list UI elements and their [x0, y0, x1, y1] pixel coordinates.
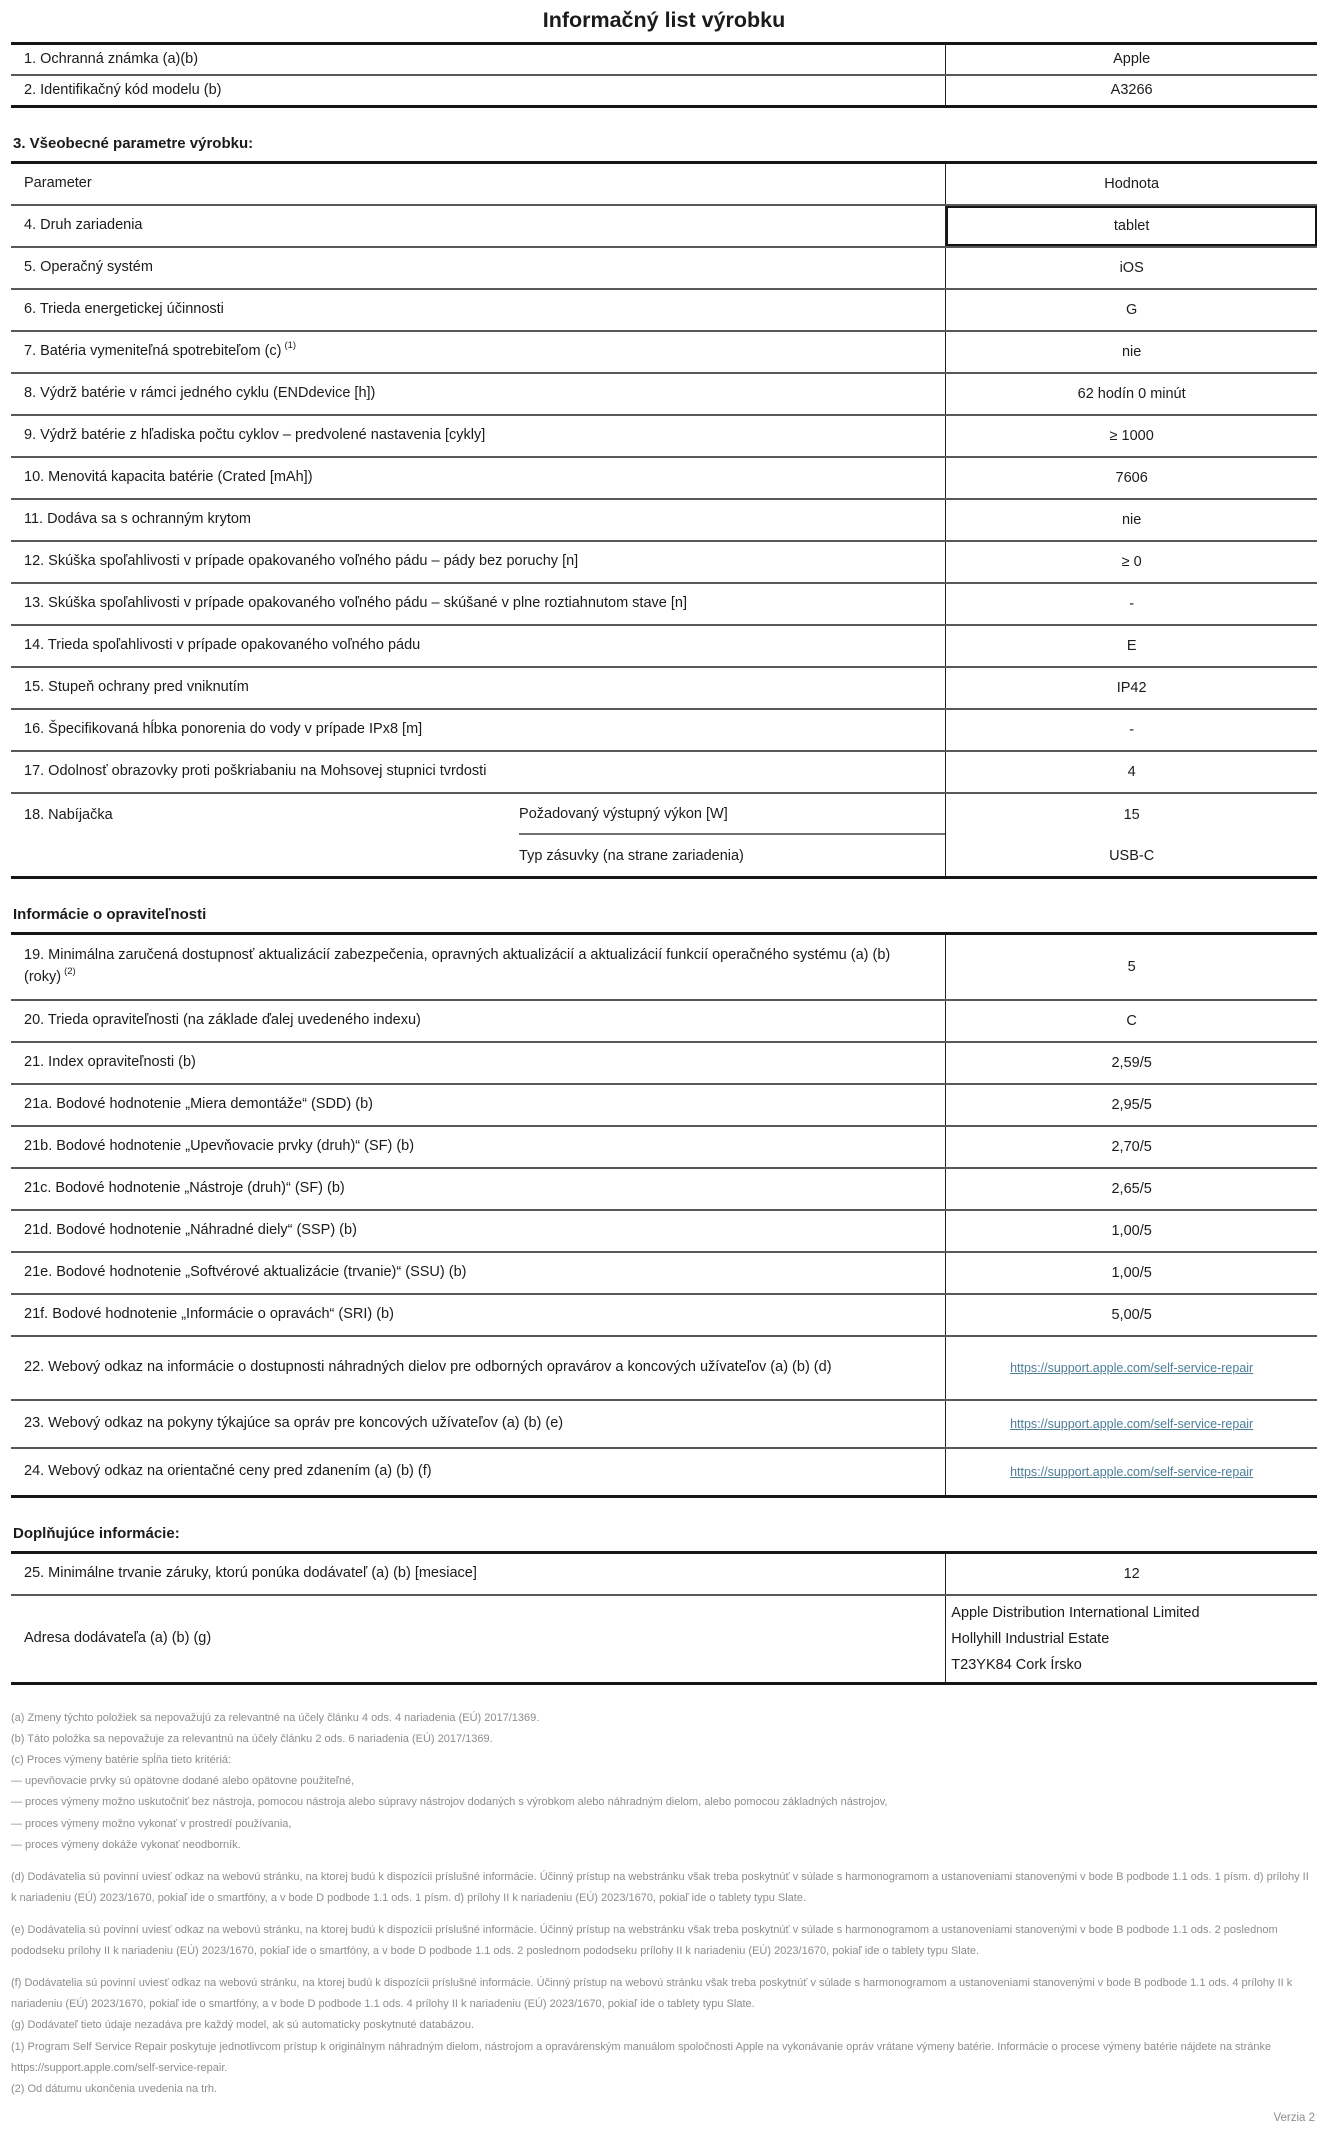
supplier-address	[945, 1596, 1317, 1682]
table-row	[11, 1167, 1317, 1209]
row-label: 9. Výdrž batérie z hľadiska počtu cyklov – predvolené nastavenia [cykly]	[24, 427, 486, 444]
row-label: 22. Webový odkaz na informácie o dostupnosti náhradných dielov pre odborných opravárov a koncových užívateľov (a) (b) (d)	[24, 1359, 832, 1376]
row-value: 5,00/5	[945, 1295, 1317, 1335]
row-label: 2. Identifikačný kód modelu (b)	[24, 81, 222, 98]
address-line: Apple Distribution International Limited	[951, 1605, 1200, 1622]
row-label: 5. Operačný systém	[24, 259, 153, 276]
footnote-c-item: — proces výmeny dokáže vykonať neodborník.	[11, 1838, 241, 1851]
row-value: 2,59/5	[945, 1043, 1317, 1083]
self-service-repair-link[interactable]: https://support.apple.com/self-service-repair	[1010, 1360, 1254, 1375]
row-label: 25. Minimálne trvanie záruky, ktorú ponúka dodávateľ (a) (b) [mesiace]	[24, 1565, 477, 1582]
footnote-2: (2) Od dátumu ukončenia uvedenia na trh.	[11, 2082, 218, 2095]
row-value-boxed: tablet	[945, 206, 1317, 246]
row-value: nie	[945, 332, 1317, 372]
footnote-c-item: — upevňovacie prvky sú opätovne dodané alebo opätovne použiteľné,	[11, 1775, 355, 1788]
row-label: 21c. Bodové hodnotenie „Nástroje (druh)“ (SF) (b)	[24, 1180, 345, 1197]
row-label: 18. Nabíjačka	[24, 806, 113, 823]
table-header-row	[11, 164, 1317, 204]
row-label: 23. Webový odkaz na pokyny týkajúce sa opráv pre koncových užívateľov (a) (b) (e)	[24, 1415, 564, 1432]
footnote-e: (e) Dodávatelia sú povinní uviesť odkaz na webovú stránku, na ktorej budú k dispozícii príslušné informácie. Účinný prístup na webstránku však treba poskytnúť v súlade s harmonogramom a ustanoveniami stanovenými v bode B podbode 1.1 ods. 2 poslednom pododseku prílohy II k nariadeniu (EÚ) 2023/1670, pokiaľ ide o smartfóny, a v bode D podbode 1.1 ods. 2 poslednom pododseku prílohy II k nariadeniu (EÚ) 2023/1670, pokiaľ ide o tablety typu Slate.	[11, 1924, 1278, 1958]
row-label: 4. Druh zariadenia	[24, 217, 143, 234]
row-label: 1. Ochranná známka (a)(b)	[24, 50, 199, 67]
row-value: Apple	[945, 45, 1317, 74]
self-service-repair-link[interactable]: https://support.apple.com/self-service-repair	[1010, 1464, 1254, 1479]
sub-row-value: 15	[1123, 806, 1140, 823]
row-label: 6. Trieda energetickej účinnosti	[24, 301, 224, 318]
row-label: 17. Odolnosť obrazovky proti poškriabaniu na Mohsovej stupnici tvrdosti	[24, 763, 487, 780]
table-row	[11, 708, 1317, 750]
charger-sub-values	[945, 794, 1317, 876]
table-row	[11, 1041, 1317, 1083]
table-row	[11, 1399, 1317, 1447]
row-value: 5	[945, 935, 1317, 999]
row-value: -	[945, 584, 1317, 624]
footnote-c-item: — proces výmeny možno vykonať v prostredí používania,	[11, 1817, 292, 1830]
row-label: 21f. Bodové hodnotenie „Informácie o opravách“ (SRI) (b)	[24, 1306, 394, 1323]
row-label: 14. Trieda spoľahlivosti v prípade opakovaného voľného pádu	[24, 637, 421, 654]
column-header-value: Hodnota	[945, 164, 1317, 204]
footnote-1: (1) Program Self Service Repair poskytuje jednotlivcom prístup k originálnym náhradným dielom, nástrojom a opravárenským manuálom spoločnosti Apple na vykonávanie opráv vrátane výmeny batérie. Informácie o procese výmeny batérie nájdete na stránke https://support.apple.com/self-service-repair.	[11, 2040, 1272, 2074]
row-value: 7606	[945, 458, 1317, 498]
repair-section-heading: Informácie o opraviteľnosti	[13, 906, 207, 924]
row-label: 12. Skúška spoľahlivosti v prípade opakovaného voľného pádu – pády bez poruchy [n]	[24, 553, 579, 570]
row-label: 16. Špecifikovaná hĺbka ponorenia do vody v prípade IPx8 [m]	[24, 721, 423, 738]
table-row	[11, 456, 1317, 498]
additional-section-heading: Doplňujúce informácie:	[13, 1525, 180, 1543]
page-title: Informačný list výrobku	[542, 8, 786, 32]
row-label: Adresa dodávateľa (a) (b) (g)	[24, 1630, 212, 1647]
row-value: nie	[945, 500, 1317, 540]
table-row	[11, 750, 1317, 792]
row-label: 11. Dodáva sa s ochranným krytom	[24, 511, 251, 528]
row-value: iOS	[945, 248, 1317, 288]
table-row	[11, 1125, 1317, 1167]
row-value: 2,95/5	[945, 1085, 1317, 1125]
table-row	[11, 1083, 1317, 1125]
table-row	[11, 624, 1317, 666]
table-row	[11, 1554, 1317, 1594]
general-section-heading: 3. Všeobecné parametre výrobku:	[13, 135, 254, 153]
row-label: 20. Trieda opraviteľnosti (na základe ďalej uvedeného indexu)	[24, 1012, 421, 1029]
footnote-a: (a) Zmeny týchto položiek sa nepovažujú za relevantné na účely článku 4 ods. 4 nariadenia (EÚ) 2017/1369.	[11, 1712, 540, 1725]
version-label: Verzia 2	[1273, 2111, 1315, 2124]
row-value: 2,70/5	[945, 1127, 1317, 1167]
row-value: 1,00/5	[945, 1253, 1317, 1293]
self-service-repair-link[interactable]: https://support.apple.com/self-service-repair	[1010, 1416, 1254, 1431]
table-row	[11, 45, 1317, 74]
row-value: 4	[945, 752, 1317, 792]
footnote-g: (g) Dodávateľ tieto údaje nezadáva pre každý model, ak sú automaticky poskytnuté databázou.	[11, 2019, 475, 2032]
row-label: 24. Webový odkaz na orientačné ceny pred zdanením (a) (b) (f)	[24, 1463, 432, 1480]
identity-table	[11, 42, 1317, 108]
row-value: 62 hodín 0 minút	[945, 374, 1317, 414]
address-line: Hollyhill Industrial Estate	[951, 1631, 1110, 1648]
charger-sub-parameters	[519, 794, 945, 876]
row-value: 2,65/5	[945, 1169, 1317, 1209]
supplier-address-row	[11, 1594, 1317, 1682]
table-row	[11, 372, 1317, 414]
row-label: 7. Batéria vymeniteľná spotrebiteľom (c) $^{(1)}$	[24, 340, 297, 360]
footnote-ref-2: (2)	[64, 966, 76, 978]
row-label: 21a. Bodové hodnotenie „Miera demontáže“ (SDD) (b)	[24, 1096, 373, 1113]
row-value: C	[945, 1001, 1317, 1041]
additional-table	[11, 1551, 1317, 1685]
row-value: -	[945, 710, 1317, 750]
footnotes	[11, 1708, 1317, 2100]
row-value	[945, 1449, 1317, 1495]
table-row	[11, 1447, 1317, 1495]
table-row	[11, 288, 1317, 330]
sub-row-value: USB-C	[1109, 847, 1155, 864]
row-label: 21b. Bodové hodnotenie „Upevňovacie prvky (druh)“ (SF) (b)	[24, 1138, 415, 1155]
footnote-b: (b) Táto položka sa nepovažuje za relevantnú na účely článku 2 ods. 6 nariadenia (EÚ) 2017/1369.	[11, 1733, 493, 1746]
table-row	[11, 1293, 1317, 1335]
row-label: 8. Výdrž batérie v rámci jedného cyklu (ENDdevice [h])	[24, 385, 376, 402]
general-table	[11, 161, 1317, 879]
row-value: IP42	[945, 668, 1317, 708]
row-value: E	[945, 626, 1317, 666]
table-row	[11, 414, 1317, 456]
table-row	[11, 666, 1317, 708]
table-row	[11, 582, 1317, 624]
row-value	[945, 1401, 1317, 1447]
charger-row	[11, 792, 1317, 876]
row-value	[945, 1337, 1317, 1399]
row-value: A3266	[945, 76, 1317, 105]
table-row	[11, 1209, 1317, 1251]
table-row	[11, 204, 1317, 246]
table-row	[11, 999, 1317, 1041]
row-label: 10. Menovitá kapacita batérie (Crated [mAh])	[24, 469, 313, 486]
footnote-c: (c) Proces výmeny batérie spĺňa tieto kritériá:	[11, 1754, 232, 1767]
footnote-d: (d) Dodávatelia sú povinní uviesť odkaz na webovú stránku, na ktorej budú k dispozícii príslušné informácie. Účinný prístup na webstránku však treba poskytnúť v súlade s harmonogramom a ustanoveniami stanovenými v bode B podbode 1.1 ods. 1 písm. d) prílohy II k nariadeniu (EÚ) 2023/1670, pokiaľ ide o smartfóny, a v bode D podbode 1.1 ods. 1 písm. d) prílohy II k nariadeniu (EÚ) 2023/1670, pokiaľ ide o tablety typu Slate.	[11, 1870, 1309, 1904]
table-row	[11, 498, 1317, 540]
row-label: 21e. Bodové hodnotenie „Softvérové aktualizácie (trvanie)“ (SSU) (b)	[24, 1264, 467, 1281]
table-row	[11, 935, 1317, 999]
row-value: ≥ 0	[945, 542, 1317, 582]
table-row	[11, 540, 1317, 582]
row-value: 12	[945, 1554, 1317, 1594]
row-value: 1,00/5	[945, 1211, 1317, 1251]
row-label: 15. Stupeň ochrany pred vniknutím	[24, 679, 249, 696]
address-line: T23YK84 Cork Írsko	[951, 1657, 1082, 1674]
table-row	[11, 246, 1317, 288]
table-row	[11, 330, 1317, 372]
row-value: G	[945, 290, 1317, 330]
repairability-table	[11, 932, 1317, 1498]
table-row	[11, 1251, 1317, 1293]
row-label: 21d. Bodové hodnotenie „Náhradné diely“ (SSP) (b)	[24, 1222, 357, 1239]
row-label: 19. Minimálna zaručená dostupnosť aktualizácií zabezpečenia, opravných aktualizácií a aktualizácií funkcií operačného systému (a) (b) (roky) $^{(2)}$	[24, 947, 891, 986]
sub-row-label: Požadovaný výstupný výkon [W]	[519, 794, 945, 835]
row-value: ≥ 1000	[945, 416, 1317, 456]
footnote-c-item: — proces výmeny možno uskutočniť bez nástroja, pomocou nástroja alebo súpravy nástrojov dodaných s výrobkom alebo náhradným dielom, alebo pomocou základných nástrojov,	[11, 1796, 888, 1809]
table-row	[11, 74, 1317, 105]
sub-row-label: Typ zásuvky (na strane zariadenia)	[519, 847, 744, 864]
column-header-parameter: Parameter	[24, 175, 92, 192]
row-label: 13. Skúška spoľahlivosti v prípade opakovaného voľného pádu – skúšané v plne roztiahnutom stave [n]	[24, 595, 687, 612]
row-label: 21. Index opraviteľnosti (b)	[24, 1054, 196, 1071]
footnote-f: (f) Dodávatelia sú povinní uviesť odkaz na webovú stránku, na ktorej budú k dispozícii príslušné informácie. Účinný prístup na webovú stránku však treba poskytnúť v súlade s harmonogramom a ustanoveniami stanovenými v bode B podbode 1.1 ods. 4 prílohy II k nariadeniu (EÚ) 2023/1670, pokiaľ ide o smartfóny, a v bode D podbode 1.1 ods. 4 prílohy II k nariadeniu (EÚ) 2023/1670, pokiaľ ide o tablety typu Slate.	[11, 1977, 1293, 2011]
table-row	[11, 1335, 1317, 1399]
footnote-ref-1: (1)	[284, 340, 297, 352]
